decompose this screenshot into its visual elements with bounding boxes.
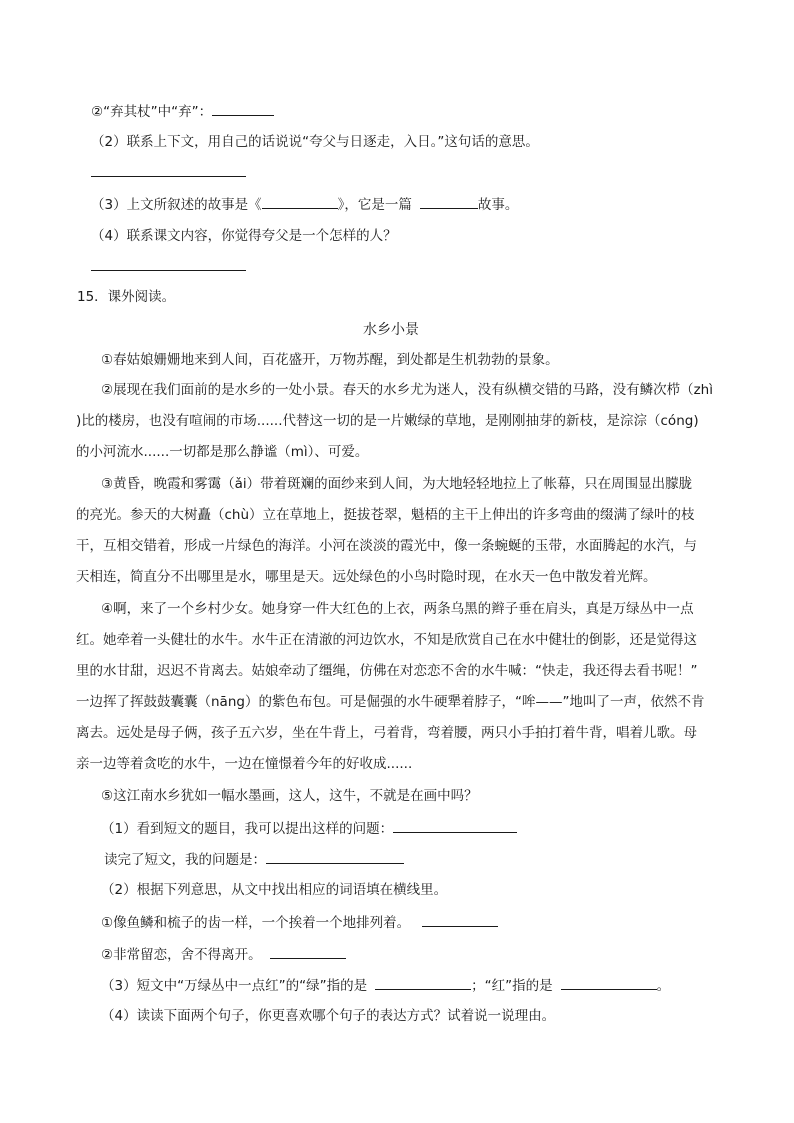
q15-heading: 15．课外阅读。: [77, 289, 176, 305]
answer-blank[interactable]: [561, 975, 657, 990]
passage-line: 红。她牵着一头健壮的水牛。水牛正在清澈的河边饮水，不知是欣赏自己在水中健壮的倒影，还是觉得这: [76, 632, 697, 648]
q15-q3-text-c: 。: [656, 978, 671, 994]
q14-question-3: [91, 194, 518, 215]
q15-q2-1-text: ①像鱼鳞和梳子的齿一样，一个挨着一个地排列着。: [101, 915, 411, 931]
passage-title: 水乡小景: [363, 322, 419, 338]
q15-q3-text-a: （3）短文中“万绿丛中一点红”的“绿”指的是: [101, 978, 368, 994]
q14-sub2-text: ②“弃其杖”中“弃”：: [91, 104, 213, 120]
answer-blank[interactable]: [420, 194, 478, 209]
passage-line: 亲一边等着贪吃的水牛，一边在憧憬着今年的好收成......: [76, 756, 413, 772]
q15-question-4: （4）读读下面两个句子，你更喜欢哪个句子的表达方式？试着说一说理由。: [101, 1008, 556, 1024]
q15-q2-item-1: [101, 912, 498, 933]
q14-question-4: （4）联系课文内容，你觉得夸父是一个怎样的人？: [91, 228, 397, 244]
passage-line: )比的楼房，也没有喧闹的市场......代替这一切的是一片嫩绿的草地，是刚刚抽芽的新枝，是淙淙（cóng): [76, 413, 699, 429]
q15-question-1: [101, 818, 517, 839]
answer-blank[interactable]: [393, 818, 517, 833]
q14-sub2: [91, 101, 274, 122]
passage-line: ④啊，来了一个乡村少女。她身穿一件大红色的上衣，两条乌黑的辫子垂在肩头，真是万绿丛中一点: [101, 601, 694, 617]
passage-line: 天相连，简直分不出哪里是水，哪里是天。远处绿色的小鸟时隐时现，在水天一色中散发着光辉。: [76, 569, 657, 585]
q14-q3-text-b: 》，它是一篇: [337, 197, 412, 213]
q15-q2-2-text: ②非常留恋，舍不得离开。: [101, 947, 262, 963]
q14-q3-text-c: 故事。: [477, 197, 519, 213]
answer-blank[interactable]: [422, 912, 498, 927]
passage-line: ①春姑娘姗姗地来到人间，百花盛开，万物苏醒，到处都是生机勃勃的景象。: [101, 352, 559, 368]
q15-question-2: （2）根据下列意思，从文中找出相应的词语填在横线里。: [101, 882, 448, 898]
q15-q2-item-2: [101, 944, 346, 965]
q15-question-1b: [104, 849, 404, 870]
q14-q4-answer-line[interactable]: [91, 256, 246, 277]
q14-q2-answer-line[interactable]: [91, 162, 246, 183]
passage-line: ⑤这江南水乡犹如一幅水墨画，这人，这牛，不就是在画中吗？: [101, 788, 478, 804]
q14-question-2: （2）联系上下文，用自己的话说说“夸父与日逐走，入日。”这句话的意思。: [91, 134, 539, 150]
q15-q1-text-b: 读完了短文，我的问题是：: [104, 852, 266, 868]
passage-line: 干，互相交错着，形成一片绿色的海洋。小河在淡淡的霞光中，像一条蜿蜒的玉带，水面腾起的水汽，与: [76, 538, 697, 554]
passage-line: ③黄昏，晚霞和雾霭（ǎi）带着斑斓的面纱来到人间，为大地轻轻地拉上了帐幕，只在周围显出朦胧: [101, 476, 693, 492]
passage-line: 的小河流水......一切都是那么静谧（mì）、可爱。: [76, 444, 369, 460]
answer-blank[interactable]: [212, 101, 274, 116]
q15-q3-text-b: ；“红”指的是: [471, 978, 553, 994]
answer-blank[interactable]: [262, 194, 338, 209]
answer-blank[interactable]: [270, 944, 346, 959]
passage-line: 里的水甘甜，迟迟不肯离去。姑娘牵动了缰绳，仿佛在对恋恋不舍的水牛喊：“快走，我还得去看书呢！”: [76, 663, 698, 679]
passage-line: 离去。远处是母子俩，孩子五六岁，坐在牛背上，弓着背，弯着腰，两只小手拍打着牛背，唱着儿歌。母: [76, 725, 697, 741]
q15-question-3: [101, 975, 670, 996]
q15-q1-text-a: （1）看到短文的题目，我可以提出这样的问题：: [101, 821, 394, 837]
passage-line: ②展现在我们面前的是水乡的一处小景。春天的水乡尤为迷人，没有纵横交错的马路，没有鳞次栉（zhì: [101, 382, 713, 398]
answer-blank[interactable]: [91, 256, 246, 271]
answer-blank[interactable]: [375, 975, 471, 990]
answer-blank[interactable]: [91, 162, 246, 177]
q14-q3-text-a: （3）上文所叙述的故事是《: [91, 197, 262, 213]
passage-line: 一边挥了挥鼓鼓囊囊（nāng）的紫色布包。可是倔强的水牛硬犟着脖子，“哞——”地叫了一声，依然不肯: [76, 694, 705, 710]
passage-line: 的亮光。参天的大树矗（chù）立在草地上，挺拔苍翠，魁梧的主干上伸出的许多弯曲的缀满了绿叶的枝: [76, 507, 695, 523]
answer-blank[interactable]: [266, 849, 404, 864]
